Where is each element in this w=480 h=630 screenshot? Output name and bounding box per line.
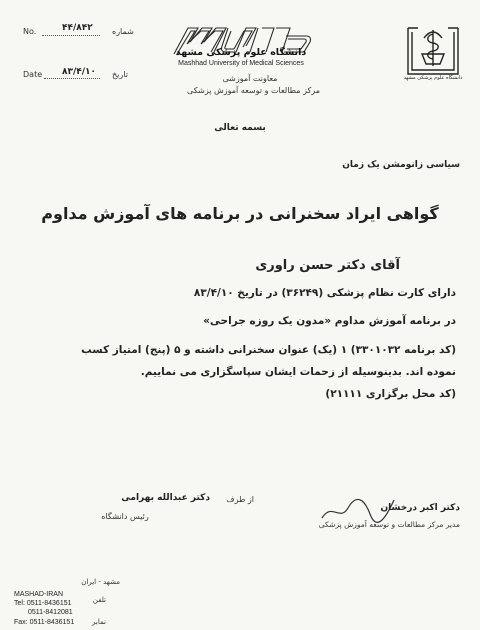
number-value: ۴۴/۸۴۲ [62,23,93,33]
body-line: دارای کارت نظام پزشکی (۳۶۲۴۹) در تاریخ ۸۳/۴/۱۰ [193,287,456,299]
date-value: ۸۳/۴/۱۰ [62,67,97,77]
footer-fax-fa: نمابر [92,618,106,626]
footer-tel-fa: تلفن [92,596,106,604]
university-emblem-icon [404,20,462,82]
university-name-fa: دانشگاه علوم پزشکی مشهد [175,47,307,58]
date-label-fa: تاریخ [112,70,128,79]
number-label-fa: شماره [112,27,134,36]
department-1: معاونت آموزشی [222,74,278,83]
university-name-en: Mashhad University of Medical Sciences [178,60,304,67]
number-dotted-line [42,35,100,36]
left-signatory-title: رئیس دانشگاه [101,512,149,521]
department-2: مرکز مطالعات و توسعه آموزش پزشکی [187,86,320,95]
left-signatory-prefix: از طرف [226,495,254,504]
invocation: بسمه تعالی [214,123,266,133]
footer-tel-1: Tel: 0511-8436151 [14,600,72,607]
right-signatory-name: دکتر اکبر درخشان [380,503,460,513]
footer-city-en: MASHAD-IRAN [14,591,64,598]
body-line: (کد برنامه ۳۳۰۱۰۳۲) ۱ (یک) عنوان سخنرانی داشته و ۵ (پنج) امتیاز کسب [81,344,456,356]
date-dotted-line [44,78,100,79]
footer-fax: Fax: 0511-8436151 [14,619,75,626]
footer-city-fa: مشهد - ایران [81,578,120,586]
certificate-title: گواهی ایراد سخنرانی در برنامه های آموزش مداوم [41,204,439,223]
slogan: سیاسی زانومشن یک زمان [342,160,460,170]
date-label-en: Date [23,70,43,79]
footer-tel-2: 0511-8412081 [28,609,73,616]
right-signatory-title: مدیر مرکز مطالعات و توسعه آموزش پزشکی [318,520,460,529]
body-line: نموده اند. بدینوسیله از زحمات ایشان سپاسگزاری می نماییم. [140,366,456,378]
body-line: در برنامه آموزش مداوم «مدون یک روزه جراحی» [203,315,456,327]
emblem-caption: دانشگاه علوم پزشکی مشهد [404,75,462,81]
number-label-en: No. [23,27,37,36]
left-signatory-name: دکتر عبدالله بهرامی [121,493,210,503]
recipient-name: آقای دکتر حسن راوری [255,258,400,273]
body-line: (کد محل برگزاری ۲۱۱۱۱) [325,388,456,400]
